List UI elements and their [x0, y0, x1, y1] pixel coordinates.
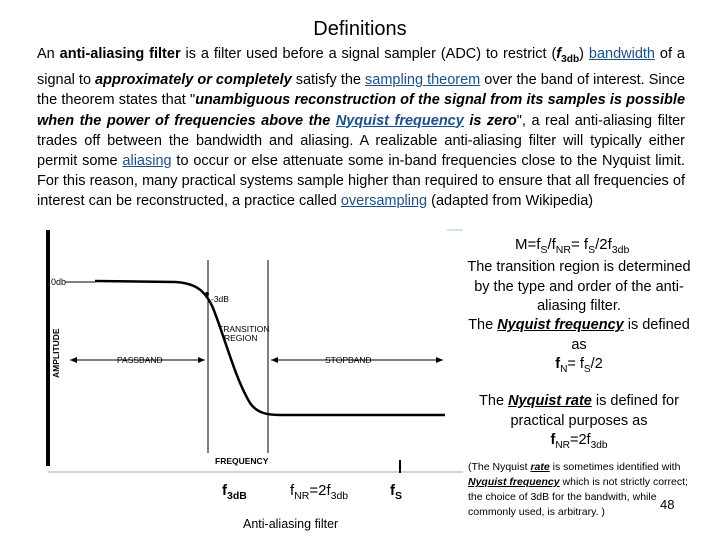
footnote: (The Nyquist rate is sometimes identified with Nyquist frequency which is not strictly correct; the choice of 3dB for the bandwith, while commonly used, is arbitrary. ): [468, 461, 688, 518]
caption-f3db: $f_{3dB}$: [222, 482, 247, 502]
link-bandwidth[interactable]: bandwidth: [588, 46, 655, 62]
nyquist-rate-link[interactable]: Nyquist rate: [508, 393, 592, 409]
label-stopband: STOPBAND: [325, 355, 372, 365]
label-transition-2: REGION: [224, 333, 258, 343]
caption-filter: Anti-aliasing filter: [243, 517, 339, 531]
filter-response-plot: [35, 228, 463, 473]
label-transition-1: TRANSITION: [218, 324, 270, 334]
page-number: 48: [660, 497, 675, 512]
definition-paragraph: An anti-aliasing filter is a filter used before a signal sampler (ADC) to restrict $(f_{3db})$ bandwidth of a signal to approximately or completely satisfy the sampling theorem over the band of interest. Since the theorem states that "unambiguous reconstruction of the signal from its samples is possible when the power of frequencies above the Nyquist frequency is zero", a real anti-aliasing filter trades off between the bandwidth and aliasing. A realizable anti-aliasing filter will typically either permit some aliasing to occur or else attenuate some in-band frequencies close to the Nyquist limit. For this reason, many practical systems sample higher than required to ensure that all frequencies of interest can be reconstructed, a practice called oversampling (adapted from Wikipedia): [37, 46, 686, 210]
transition-region-text: The transition region is determined by the type and order of the anti-aliasing filter.: [467, 259, 691, 314]
label-3db: -3dB: [211, 294, 229, 304]
link-nyquist-frequency[interactable]: Nyquist frequency: [335, 112, 464, 129]
nyquist-frequency-definition: The Nyquist frequency is defined as $f_N= f_S/2$: [468, 317, 690, 375]
x-axis-label: FREQUENCY: [215, 456, 269, 466]
link-sampling-theorem[interactable]: sampling theorem: [365, 72, 481, 89]
link-oversampling[interactable]: oversampling: [340, 193, 428, 210]
note-nyquist-frequency-link[interactable]: Nyquist frequency: [468, 476, 560, 488]
caption-fnr: $f_{NR}=2f_{3db}$: [290, 482, 349, 502]
note-rate-link[interactable]: rate: [530, 461, 550, 473]
label-passband: PASSBAND: [117, 355, 163, 365]
link-aliasing[interactable]: aliasing: [122, 152, 172, 169]
nyquist-rate-definition: The Nyquist rate is defined for practical purposes as $f_{NR}=2f_{3db}$: [479, 393, 679, 451]
page-title: Definitions: [313, 18, 407, 40]
y-axis-label: AMPLITUDE: [51, 328, 61, 378]
caption-fs: $f_S$: [390, 482, 403, 502]
label-0db: 0db: [51, 277, 67, 287]
nyquist-frequency-link[interactable]: Nyquist frequency: [497, 317, 624, 333]
oversampling-formula: $M=f_S/f_{NR}= f_S/2f_{3db}$: [515, 236, 630, 256]
